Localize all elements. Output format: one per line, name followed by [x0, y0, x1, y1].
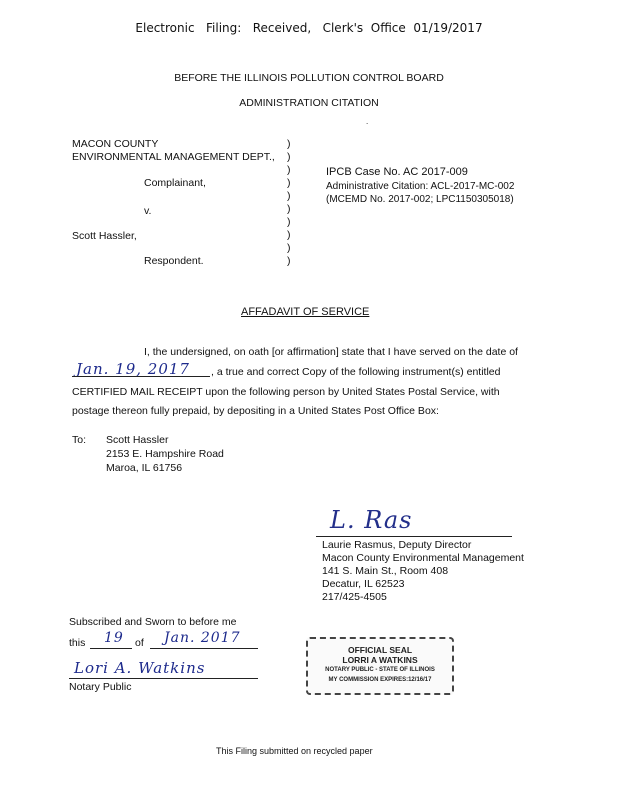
affidavit-line-2: , a true and correct Copy of the following instrument(s) entitled [211, 366, 501, 378]
board-title: BEFORE THE ILLINOIS POLLUTION CONTROL BOARD [174, 72, 444, 84]
respondent-name: Scott Hassler, [72, 230, 137, 242]
paren: ) [287, 203, 291, 215]
signature-line [316, 536, 512, 537]
of-label: of [135, 637, 144, 649]
notary-day-handwritten: 19 [104, 630, 124, 646]
signer-name-title: Laurie Rasmus, Deputy Director [322, 539, 472, 551]
recipient-street: 2153 E. Hampshire Road [106, 448, 224, 460]
service-date-line [72, 376, 210, 377]
affidavit-line-3: CERTIFIED MAIL RECEIPT upon the following person by United States Postal Service, with [72, 386, 500, 398]
complainant-name-1: MACON COUNTY [72, 138, 159, 150]
filing-stamp: Electronic Filing: Received, Clerk's Office 01/19/2017 [135, 21, 483, 35]
paren: ) [287, 164, 291, 176]
stray-dot: . [366, 117, 369, 126]
paren: ) [287, 242, 291, 254]
this-label: this [69, 637, 86, 649]
paren: ) [287, 255, 291, 267]
service-date-handwritten: Jan. 19, 2017 [76, 360, 190, 378]
subscribed-text: Subscribed and Sworn to before me [69, 616, 237, 628]
versus-label: v. [144, 205, 152, 217]
seal-title: OFFICIAL SEAL [347, 645, 413, 655]
seal-notary-state: NOTARY PUBLIC - STATE OF ILLINOIS [325, 667, 435, 673]
complainant-name-2: ENVIRONMENTAL MANAGEMENT DEPT., [72, 151, 275, 163]
signer-street: 141 S. Main St., Room 408 [322, 565, 449, 577]
seal-commission: MY COMMISSION EXPIRES:12/16/17 [328, 677, 432, 683]
paren: ) [287, 177, 291, 189]
paren: ) [287, 190, 291, 202]
month-year-line [150, 648, 258, 649]
signer-phone: 217/425-4505 [322, 591, 387, 603]
paren: ) [287, 216, 291, 228]
respondent-label: Respondent. [144, 255, 204, 267]
notary-month-year-handwritten: Jan. 2017 [164, 630, 241, 646]
paren: ) [287, 138, 291, 150]
case-number: IPCB Case No. AC 2017-009 [326, 166, 468, 178]
day-line [90, 648, 132, 649]
administrative-citation: Administrative Citation: ACL-2017-MC-002 [326, 181, 515, 192]
to-label: To: [72, 434, 87, 446]
affidavit-heading: AFFADAVIT OF SERVICE [241, 306, 370, 318]
signer-org: Macon County Environmental Management [322, 552, 524, 564]
notary-signature: Lori A. Watkins [74, 659, 206, 677]
affidavit-line-4: postage thereon fully prepaid, by depositing in a United States Post Office Box: [72, 405, 439, 417]
notary-signature-line [69, 678, 258, 679]
paren: ) [287, 151, 291, 163]
recipient-name: Scott Hassler [106, 434, 169, 446]
recipient-city: Maroa, IL 61756 [106, 462, 183, 474]
signer-city: Decatur, IL 62523 [322, 578, 405, 590]
notary-public-label: Notary Public [69, 681, 132, 693]
signer-signature: L. Ras [330, 506, 413, 534]
official-seal-stamp [306, 637, 454, 695]
mcemd-number: (MCEMD No. 2017-002; LPC1150305018) [326, 194, 514, 205]
footer-note: This Filing submitted on recycled paper [216, 746, 373, 756]
complainant-label: Complainant, [144, 177, 206, 189]
seal-name: LORRI A WATKINS [342, 655, 418, 665]
affidavit-line-1: I, the undersigned, on oath [or affirmation] state that I have served on the date of [144, 346, 518, 358]
document-title: ADMINISTRATION CITATION [239, 97, 379, 109]
paren: ) [287, 229, 291, 241]
